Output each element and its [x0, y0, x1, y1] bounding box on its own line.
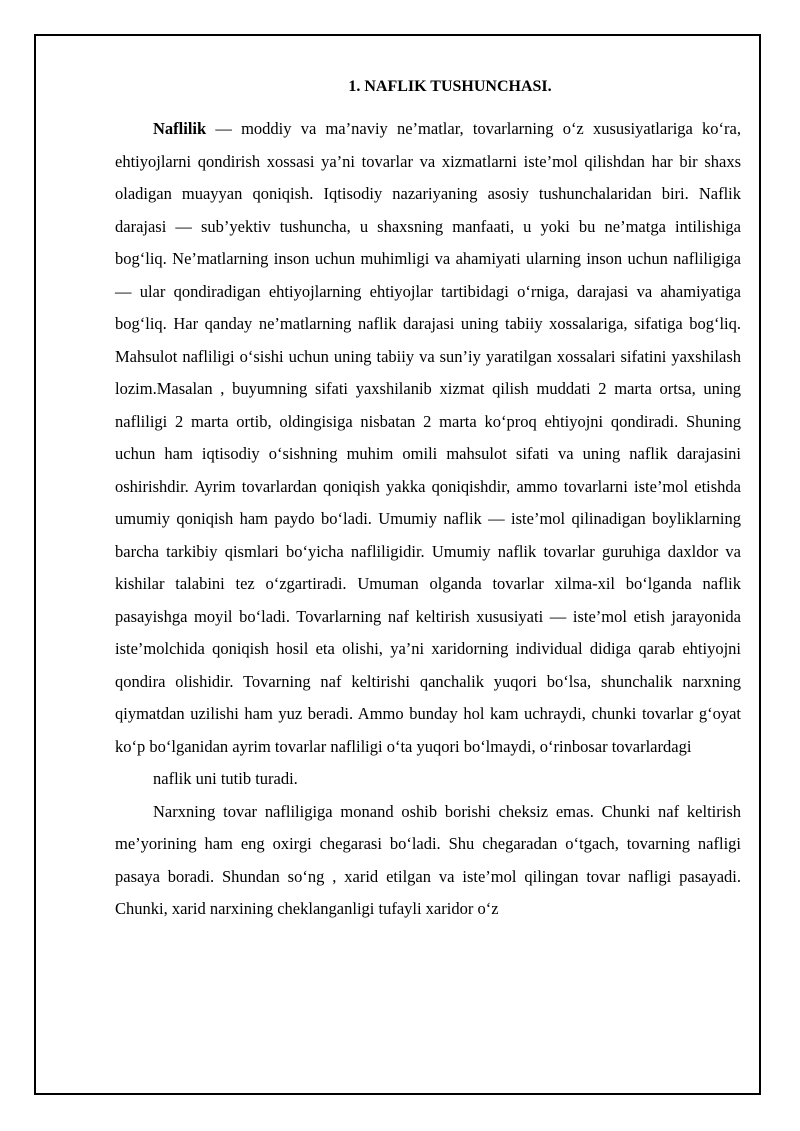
- paragraph-text: — moddiy va ma’naviy ne’matlar, tovarlarning o‘z xususiyatlariga ko‘ra, ehtiyojlarni qondirish xossasi ya’ni tovarlar va xizmatlarni iste’mol qilishdan har bir shaxs oladigan muayyan qoniqish. Iqtisodiy nazariyaning asosiy tushunchalaridan biri. Naflik darajasi — sub’yektiv tushuncha, u shaxsning manfaati, u yoki bu ne’matga intilishiga bog‘liq. Ne’matlarning inson uchun muhimligi va ahamiyati ularning inson uchun nafliligiga — ular qondiradigan ehtiyojlarning ehtiyojlar tartibidagi o‘rniga, darajasi va ahamiyatiga bog‘liq. Har qanday ne’matlarning naflik darajasi uning tabiiy xossalariga, sifatiga bog‘liq. Mahsulot nafliligi o‘sishi uchun uning tabiiy va sun’iy yaratilgan xossalari sifatini yaxshilash lozim.Masalan , buyumning sifati yaxshilanib xizmat qilish muddati 2 marta ortsa, uning nafliligi 2 marta ortib, oldingisiga nisbatan 2 marta ko‘proq ehtiyojni qondiradi. Shuning uchun ham iqtisodiy o‘sishning muhim omili mahsulot sifati va uning naflik darajasini oshirishdir. Ayrim tovarlardan qoniqish yakka qoniqishdir, ammo tovarlarni iste’mol etishda umumiy qoniqish ham paydo bo‘ladi. Umumiy naflik — iste’mol qilinadigan boyliklarning barcha tarkibiy qismlari bo‘yicha nafliligidir. Umumiy naflik tovarlar guruhiga daxldor va kishilar talabini tez o‘zgartiradi. Umuman olganda tovarlar xilma-xil bo‘lganda naflik pasayishga moyil bo‘ladi. Tovarlarning naf keltirish xususiyati — iste’mol etish jarayonida iste’molchida qoniqish hosil eta olishi, ya’ni xaridorning individual didiga qarab ehtiyojni qondira olishidir. Tovarning naf keltirishi qanchalik yuqori bo‘lsa, shunchalik narxning qiymatdan uzilishi ham yuz beradi. Ammo bunday hol kam uchraydi, chunki tovarlar g‘oyat ko‘p bo‘lganidan ayrim tovarlar nafliligi o‘ta yuqori bo‘lmaydi, o‘rinbosar tovarlardagi: [115, 119, 741, 756]
- paragraph-1: [115, 113, 741, 763]
- paragraph-text: naflik uni tutib turadi.: [153, 769, 298, 788]
- paragraph-text: Narxning tovar nafliligiga monand oshib borishi cheksiz emas. Chunki naf keltirish me’yorining ham eng oxirgi chegarasi bo‘ladi. Shu chegaradan o‘tgach, tovarning nafligi pasaya boradi. Shundan so‘ng , xarid etilgan va iste’mol qilingan tovar nafligi pasayadi. Chunki, xarid narxining cheklanganligi tufayli xaridor o‘z: [115, 801, 741, 918]
- paragraph-term: Naflilik: [153, 119, 207, 138]
- paragraph-2: [115, 763, 741, 796]
- paragraph-3: [115, 796, 741, 926]
- page-title: 1. NAFLIK TUSHUNCHASI.: [348, 78, 552, 95]
- document-body: [115, 72, 741, 926]
